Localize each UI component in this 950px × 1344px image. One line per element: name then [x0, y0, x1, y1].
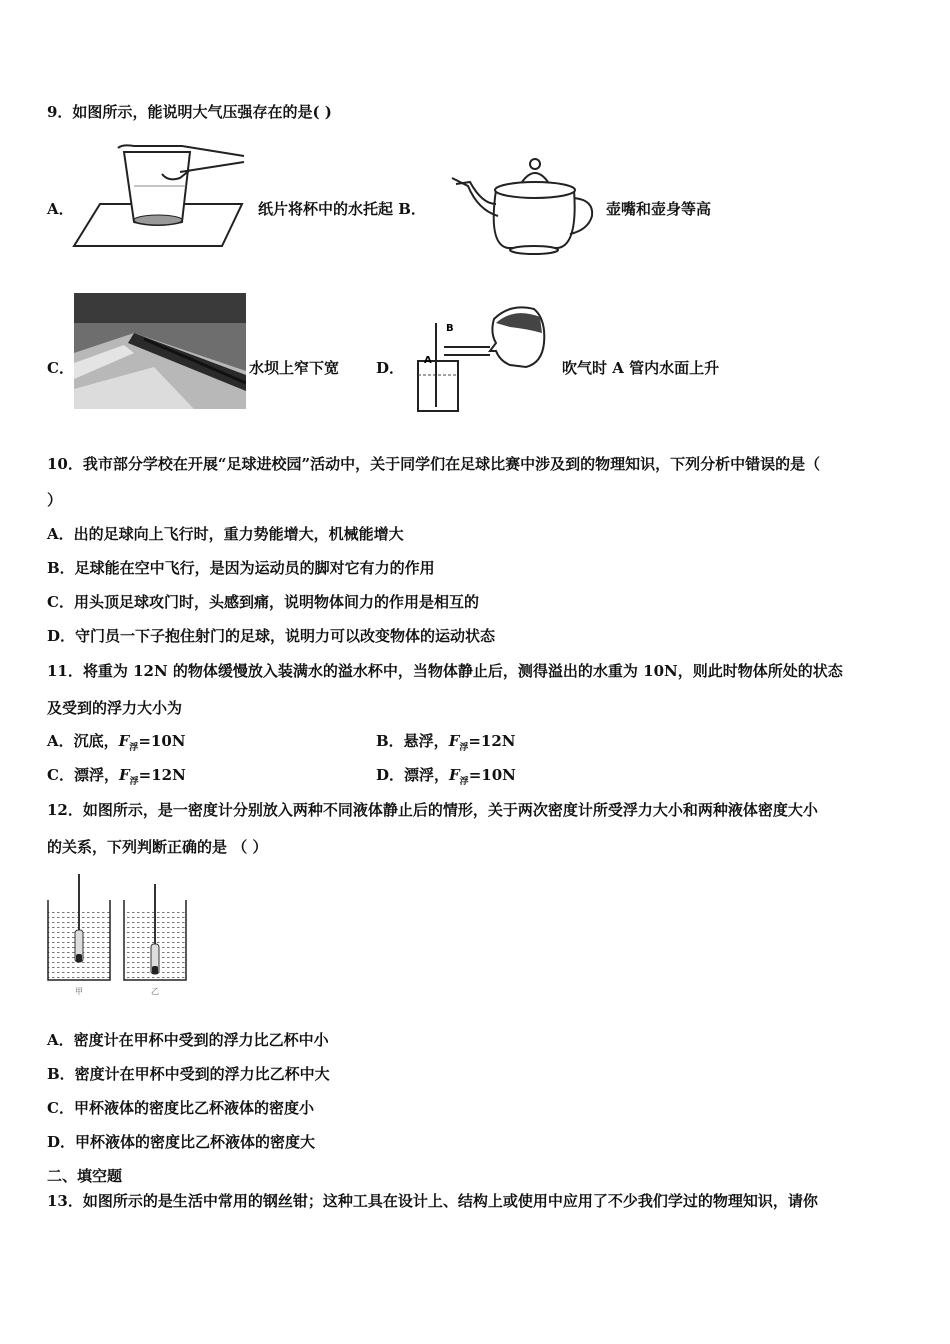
beaker-right: [124, 884, 186, 980]
q9-option-a-text: 纸片将杯中的水托起 B．: [258, 200, 426, 218]
q11-option-d: D．漂浮，$F_浮=10N$: [376, 766, 516, 787]
q10-stem-line1: 10．我市部分学校在开展“足球进校园”活动中，关于同学们在足球比赛中涉及到的物理知识，下列分析中错误的是（: [47, 455, 821, 473]
q9-option-d-letter: D．: [376, 359, 405, 377]
q10-option-c: C．用头顶足球攻门时，头感到痛，说明物体间力的作用是相互的: [47, 593, 479, 611]
q10-option-b: B．足球能在空中飞行，是因为运动员的脚对它有力的作用: [47, 559, 435, 577]
label-jia: 甲: [75, 987, 83, 996]
q12-stem-line2: 的关系，下列判断正确的是 （ ）: [47, 838, 268, 856]
q11-option-a: A．沉底，$F_浮=10N$: [47, 732, 186, 753]
label-yi: 乙: [151, 987, 159, 996]
q9-option-b-text: 壶嘴和壶身等高: [606, 200, 712, 218]
q11-stem-line1: 11．将重为 12N 的物体缓慢放入装满水的溢水杯中，当物体静止后，测得溢出的水重为 10N，则此时物体所处的状态: [47, 662, 843, 680]
q9-option-d-text: 吹气时 A 管内水面上升: [562, 359, 720, 377]
q9-stem: 9．如图所示，能说明大气压强存在的是( ): [47, 103, 332, 121]
q12-option-a: A．密度计在甲杯中受到的浮力比乙杯中小: [47, 1031, 329, 1049]
hydrometer-figure: [46, 870, 188, 998]
q11-option-c: C．漂浮，$F_浮=12N$: [47, 766, 186, 787]
q9-option-c-text: 水坝上窄下宽: [249, 359, 340, 377]
q12-stem-line1: 12．如图所示，是一密度计分别放入两种不同液体静止后的情形，关于两次密度计所受浮力大小和两种液体密度大小: [47, 801, 818, 819]
dam-photo-figure: [74, 293, 246, 409]
teapot-figure: [448, 150, 596, 256]
q10-option-a: A．出的足球向上飞行时，重力势能增大，机械能增大: [47, 525, 404, 543]
figure-label-b: B: [446, 323, 454, 334]
q10-option-d: D．守门员一下子抱住射门的足球，说明力可以改变物体的运动状态: [47, 627, 496, 645]
q10-stem-line2: ）: [47, 491, 63, 509]
cup-paper-figure: [72, 142, 248, 250]
section-title: 二、填空题: [47, 1167, 123, 1185]
q13-stem-line1: 13．如图所示的是生活中常用的钢丝钳；这种工具在设计上、结构上或使用中应用了不少我们学过的物理知识，请你: [47, 1192, 818, 1210]
q11-option-b: B．悬浮，$F_浮=12N$: [376, 732, 516, 753]
q11-stem-line2: 及受到的浮力大小为: [47, 699, 183, 717]
q12-option-b: B．密度计在甲杯中受到的浮力比乙杯中大: [47, 1065, 330, 1083]
q12-option-c: C．甲杯液体的密度比乙杯液体的密度小: [47, 1099, 314, 1117]
q12-option-d: D．甲杯液体的密度比乙杯液体的密度大: [47, 1133, 316, 1151]
figure-label-a: A: [424, 355, 432, 366]
blowing-straw-figure: [410, 303, 550, 415]
q9-option-a-letter: A．: [47, 200, 74, 218]
q9-option-c-letter: C．: [47, 359, 74, 377]
beaker-left: [48, 874, 110, 980]
